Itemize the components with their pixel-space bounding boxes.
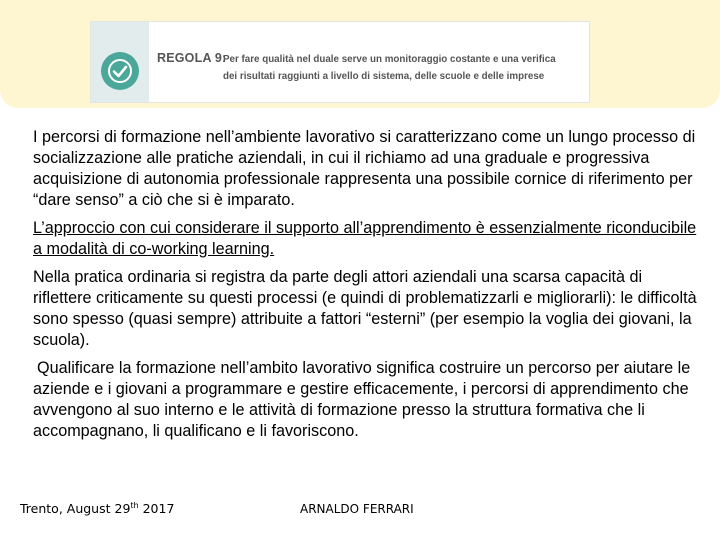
paragraph-1: I percorsi di formazione nell’ambiente lavorativo si caratterizzano come un lungo processo di socializzazione alle pratiche aziendali, in cui il richiamo ad una graduale e progressiva acquisizione di autonomia professionale rappresenta una possibile cornice di riferimento per “dare senso” a ciò che si è imparato. [33, 128, 696, 209]
rule-title: REGOLA 9: [157, 51, 227, 65]
paragraph-4: Qualificare la formazione nell’ambito lavorativo significa costruire un percorso per aiutare le aziende e i giovani a programmare e gestire efficacemente, i percorsi di apprendimento che avvengono al suo interno e le attività di formazione presso la struttura formativa che li accompagnano, li qualificano e li favoriscono. [33, 359, 691, 440]
footer-author: ARNALDO FERRARI [300, 502, 414, 516]
rule-text: Per fare qualità nel duale serve un monitoraggio costante e una verifica dei risultati raggiunti a livello di sistema, delle scuole e delle imprese [223, 54, 556, 82]
paragraph-2: L’approccio con cui considerare il supporto all’apprendimento è essenzialmente riconducibile a modalità di co-working learning. [33, 219, 697, 258]
footer-date-suffix: th [130, 501, 139, 510]
footer-year: 2017 [138, 501, 175, 516]
footer-place-date [20, 501, 174, 516]
footer-date-prefix: Trento, August 29 [20, 501, 131, 516]
rule-box [90, 21, 590, 103]
paragraph-3: Nella pratica ordinaria si registra da parte degli attori aziendali una scarsa capacità di riflettere criticamente su questi processi (e quindi di problematizzarli e migliorarli): le difficoltà sono spesso (quasi sempre) attribuite a fattori “esterni” (per esempio la voglia dei giovani, la scuola). [33, 268, 697, 349]
body-text [33, 127, 697, 449]
check-circle-icon [101, 52, 139, 90]
